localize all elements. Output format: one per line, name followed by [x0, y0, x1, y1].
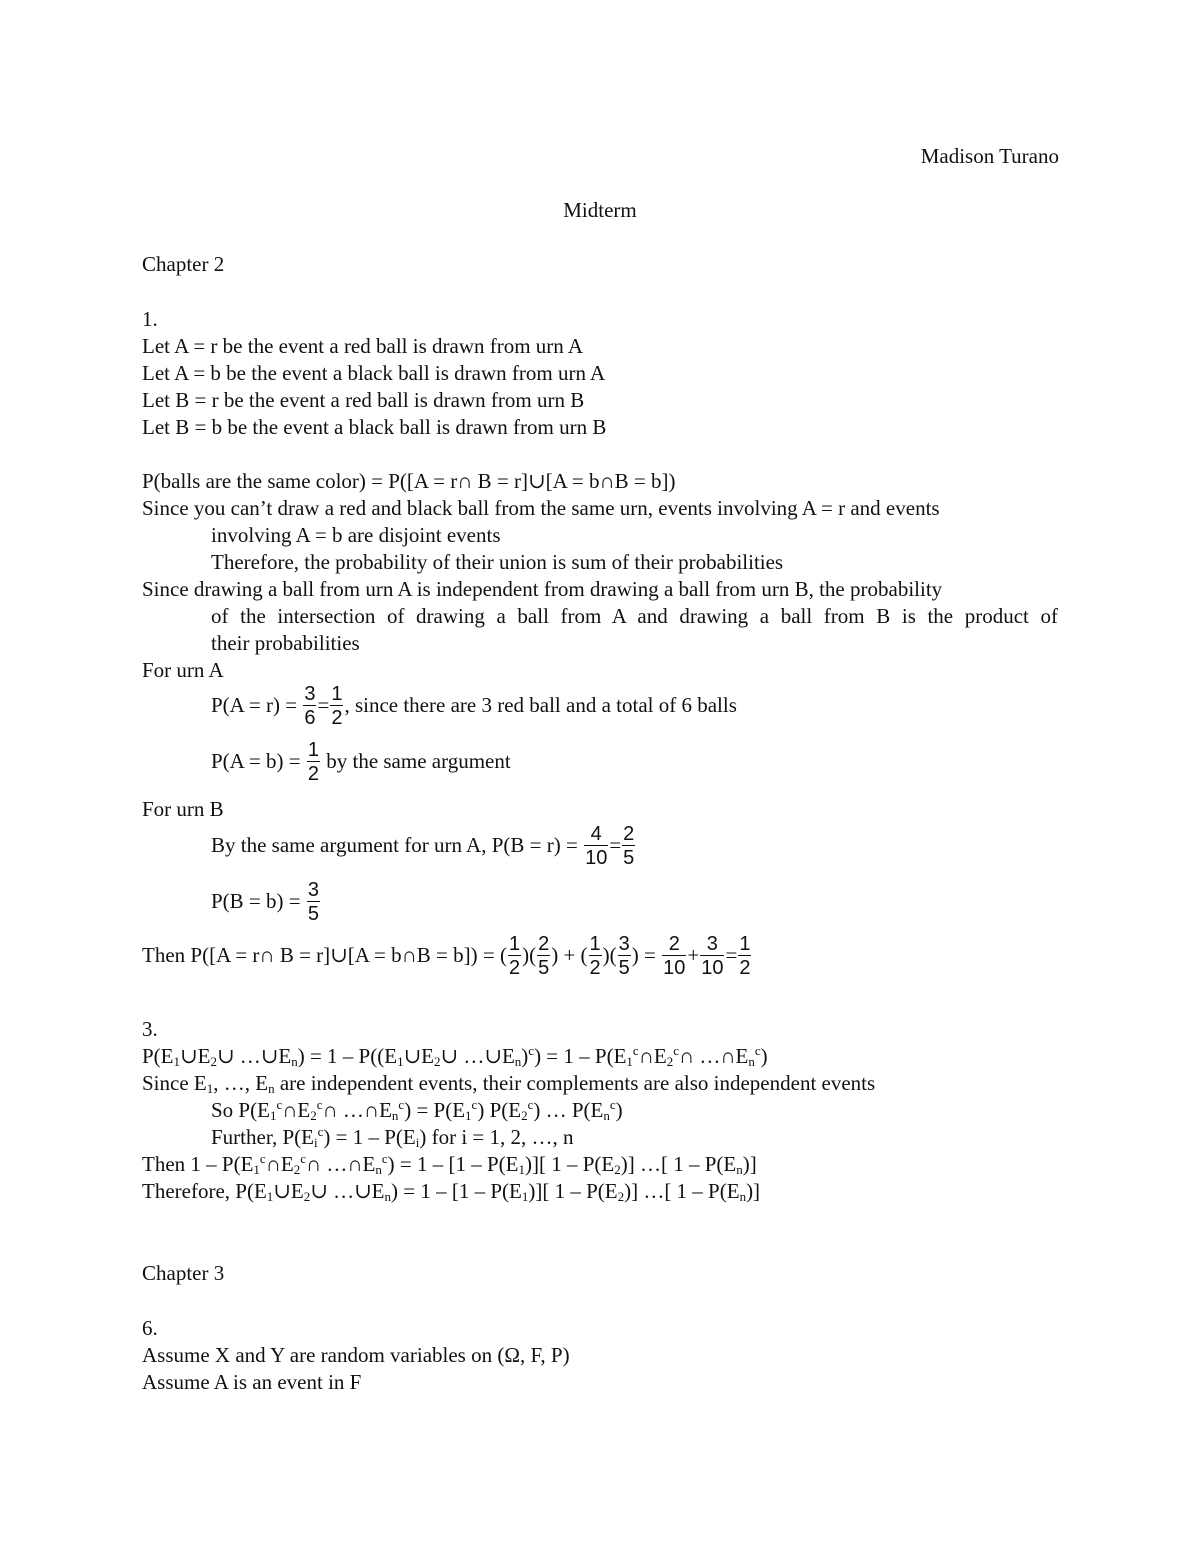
equals-sign: =: [609, 833, 622, 858]
equation-text: by the same argument: [326, 749, 511, 774]
equation-text: By the same argument for urn A, P(B = r) =: [211, 833, 578, 858]
equation-text: Then P([A = r∩ B = r]∪[A = b∩B = b]) =: [142, 943, 495, 968]
chapter-2-heading: Chapter 2: [142, 252, 225, 276]
chapter-3-heading: Chapter 3: [142, 1261, 225, 1285]
fraction: $\frac{3}{5}$: [307, 879, 319, 925]
fraction: $\frac{3}{10}$: [701, 933, 724, 979]
fraction: $\frac{1}{2}$: [739, 933, 751, 979]
assumption-line: Assume A is an event in F: [142, 1370, 362, 1394]
fraction: $\frac{3}{5}$: [618, 933, 630, 979]
final-equation: Then P([A = r∩ B = r]∪[A = b∩B = b]) = ( $\frac{1}{2}$ )( $\frac{2}{5}$ ) + ( $\frac{1}{2}$ )( $\frac{3}{5}$ ) = $\frac{2}{10}$ + $\frac{3}{10}$ = $\frac{1}{2}$: [142, 933, 751, 979]
urn-a-black-equation: [211, 740, 511, 784]
final-result: Therefore, $P(E_1\cup E_2\cup$ $\dots\cup E_n) = 1 - [1 - P(E_1)]$[ $1 - P(E_2)$] …[ $1 - P(E_n)$]: [142, 1179, 761, 1204]
independence-statement-end: their probabilities: [211, 631, 360, 655]
fraction: $\frac{1}{2}$: [589, 933, 601, 979]
urn-b-black-equation: [211, 880, 321, 924]
problem-3-number: 3.: [142, 1017, 158, 1041]
union-complement-equation: $P(E_1\cup E_2\cup$ $\dots\cup E_n) = 1$ – $P((E_1\cup E_2\cup$ $\dots\cup E_n)^c) = 1$ – $P(E_1^c\cap E_2^c\cap$ $\dots\cap E_n^c$): [142, 1043, 768, 1069]
fraction: $\frac{1}{2}$: [307, 739, 319, 785]
definition-line: Let A = b be the event a black ball is drawn from urn A: [142, 361, 606, 385]
fraction: $\frac{1}{2}$: [508, 933, 521, 979]
product-expansion: Then $1 - P(E_1^c\cap E_2^c\cap$ $\dots\cap E_n^c) = 1 - [1 - P(E_1)]$[ $1 - P(E_2)$] …[ $1 - P(E_n)$]: [142, 1151, 757, 1177]
equals-sign: =: [317, 693, 330, 718]
page-title: Midterm: [563, 198, 637, 222]
independence-statement-cont: of the intersection of drawing a ball from A and drawing a ball from B is the product of: [211, 604, 1058, 628]
urn-b-red-equation: [211, 824, 636, 868]
equation-text: P(A = b) =: [211, 749, 301, 774]
equation-text: P(B = b) =: [211, 889, 301, 914]
urn-a-red-equation: [211, 684, 737, 728]
union-statement: Therefore, the probability of their union is sum of their probabilities: [211, 550, 784, 574]
urn-b-label: For urn B: [142, 797, 224, 821]
independence-statement: Since drawing a ball from urn A is independent from drawing a ball from urn B, the probability: [142, 577, 943, 601]
definition-line: Let B = r be the event a red ball is drawn from urn B: [142, 388, 585, 412]
fraction: $\frac{2}{5}$: [623, 823, 635, 869]
fraction: $\frac{2}{10}$: [663, 933, 686, 979]
problem-6-number: 6.: [142, 1316, 158, 1340]
complement-rule: Further, $P(E_i^c) = 1 - P(E_i)$ for i = 1, 2, …, n: [211, 1124, 574, 1150]
disjoint-statement: Since you can’t draw a red and black ball from the same urn, events involving A = r and events: [142, 496, 940, 520]
fraction: $\frac{4}{10}$: [585, 823, 608, 869]
definition-line: Let A = r be the event a red ball is drawn from urn A: [142, 334, 584, 358]
disjoint-statement-cont: involving A = b are disjoint events: [211, 523, 501, 547]
problem-1-number: 1.: [142, 307, 158, 331]
definition-line: Let B = b be the event a black ball is drawn from urn B: [142, 415, 607, 439]
urn-a-label: For urn A: [142, 658, 224, 682]
equation-text: P(A = r) =: [211, 693, 298, 718]
complement-product: So $P(E_1^c\cap E_2^c\cap$ $\dots\cap E_n^c) = P(E_1^c)$ $P(E_2^c)$ … $P(E_n^c)$: [211, 1097, 623, 1123]
target-probability: P(balls are the same color) = P([A = r∩ B = r]∪[A = b∩B = b]): [142, 469, 676, 493]
equation-text: , since there are 3 red ball and a total of 6 balls: [344, 693, 737, 718]
fraction: $\frac{1}{2}$: [331, 683, 343, 729]
fraction: $\frac{2}{5}$: [538, 933, 550, 979]
fraction: $\frac{3}{6}$: [304, 683, 316, 729]
author-name: Madison Turano: [920, 144, 1059, 168]
independence-complements: Since $E_1$, …, $E_n$ are independent events, their complements are also independent events: [142, 1071, 876, 1096]
assumption-line: Assume X and Y are random variables on (Ω, F, P): [142, 1343, 570, 1367]
